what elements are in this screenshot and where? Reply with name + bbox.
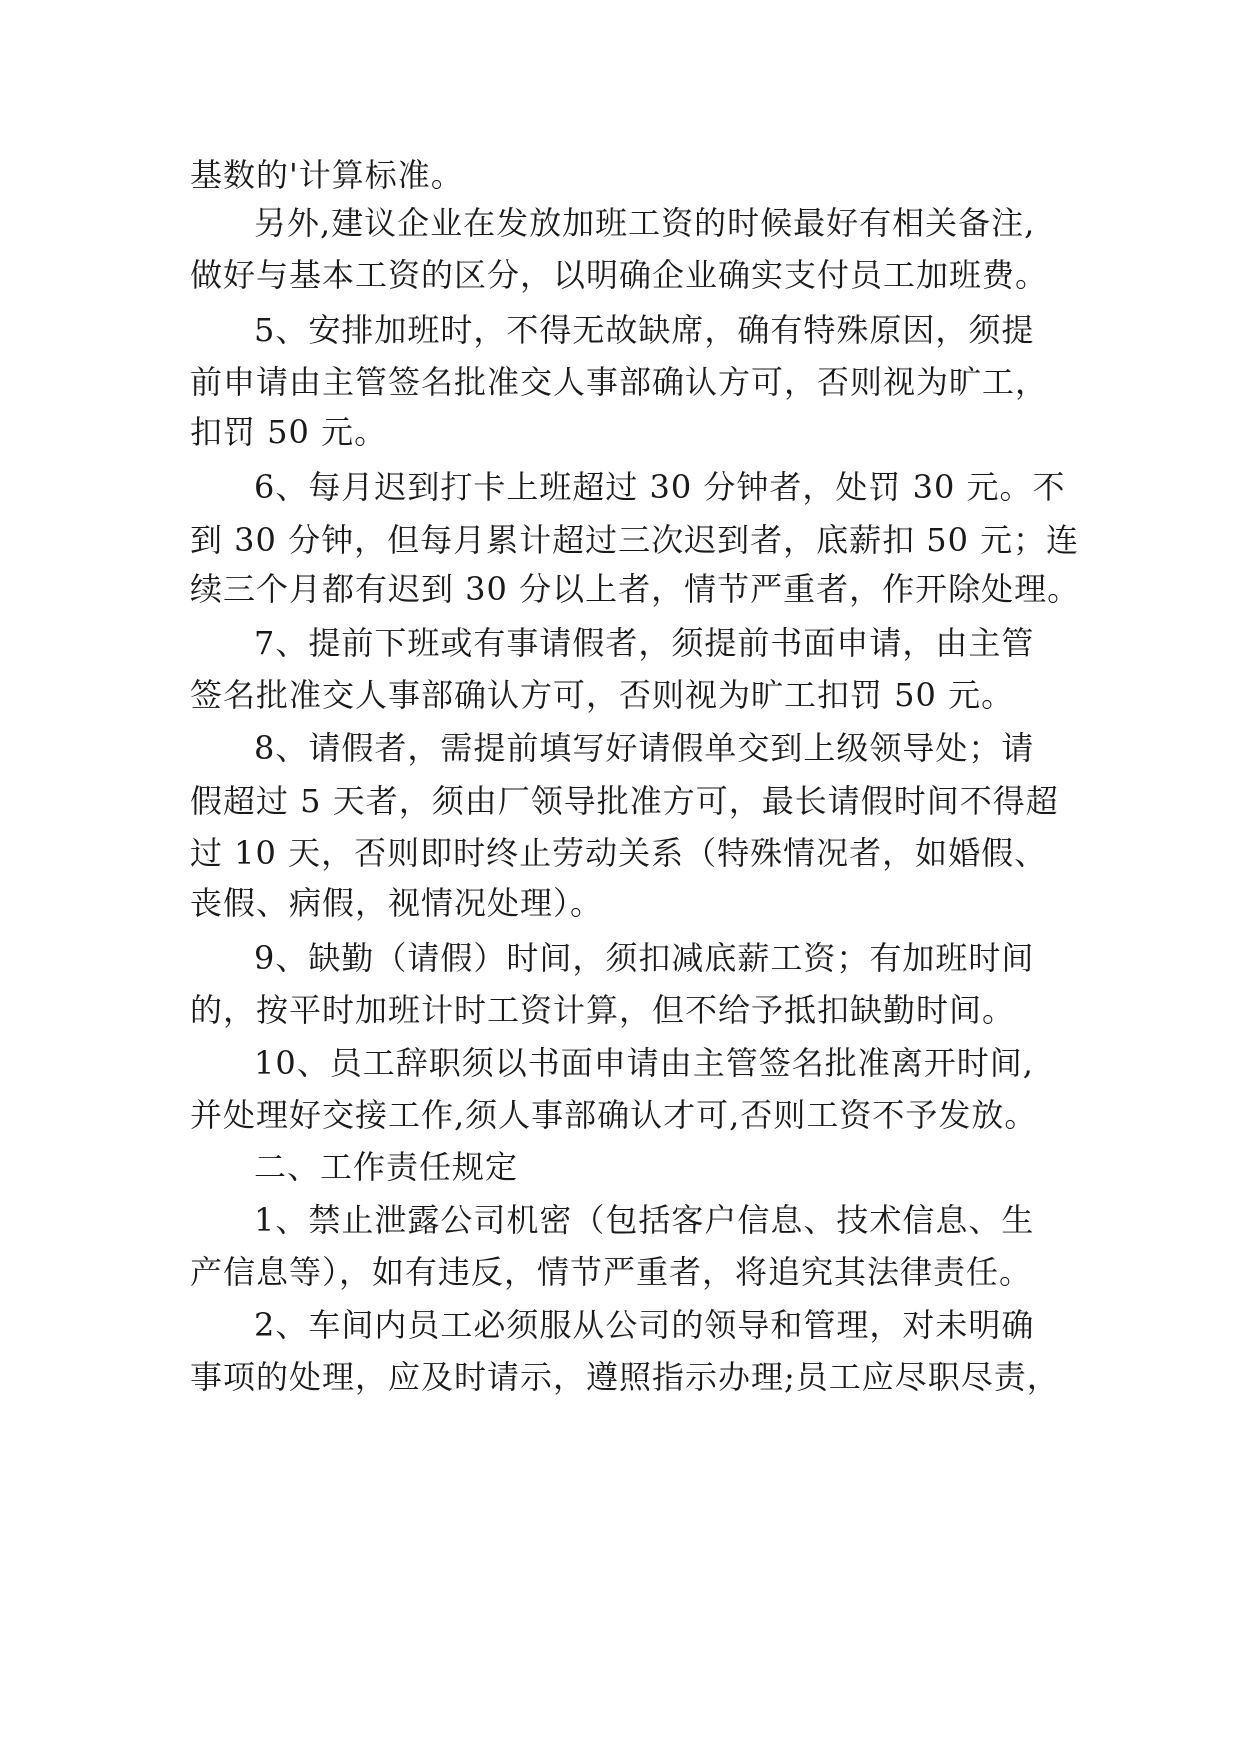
text-line: 另外,建议企业在发放加班工资的时候最好有相关备注,: [254, 204, 1036, 242]
text-line: 产信息等），如有违反，情节严重者，将追究其法律责任。: [190, 1253, 1033, 1291]
text-line: 8、请假者，需提前填写好请假单交到上级领导处；请: [254, 729, 1035, 767]
text-line: 2、车间内员工必须服从公司的领导和管理，对未明确: [254, 1306, 1035, 1344]
text-line: 6、每月迟到打卡上班超过 30 分钟者，处罚 30 元。不: [254, 468, 1066, 506]
text-line: 签名批准交人事部确认方可，否则视为旷工扣罚 50 元。: [190, 676, 1015, 714]
text-line: 基数的'计算标准。: [190, 156, 464, 194]
text-line: 10、员工辞职须以书面申请由主管签名批准离开时间,: [254, 1044, 1034, 1082]
text-line: 事项的处理，应及时请示，遵照指示办理;员工应尽职尽责，: [190, 1358, 1060, 1396]
text-line: 丧假、病假，视情况处理）。: [190, 884, 604, 922]
text-line: 续三个月都有迟到 30 分以上者，情节严重者，作开除处理。: [190, 570, 1081, 608]
text-line: 7、提前下班或有事请假者，须提前书面申请，由主管: [254, 624, 1035, 662]
text-line: 到 30 分钟，但每月累计超过三次迟到者，底薪扣 50 元；连: [190, 521, 1080, 559]
text-line: 扣罚 50 元。: [190, 413, 388, 451]
text-line: 过 10 天，否则即时终止劳动关系（特殊情况者，如婚假、: [190, 834, 1048, 872]
text-line: 1、禁止泄露公司机密（包括客户信息、技术信息、生: [254, 1201, 1035, 1239]
text-line: 前申请由主管签名批准交人事部确认方可，否则视为旷工，: [190, 363, 1049, 401]
text-line: 做好与基本工资的区分，以明确企业确实支付员工加班费。: [190, 256, 1049, 294]
section-heading: 二、工作责任规定: [254, 1148, 519, 1186]
text-line: 9、缺勤（请假）时间，须扣减底薪工资；有加班时间: [254, 939, 1035, 977]
text-line: 并处理好交接工作,须人事部确认才可,否则工资不予发放。: [190, 1096, 1038, 1134]
text-line: 假超过 5 天者，须由厂领导批准方可，最长请假时间不得超: [190, 782, 1059, 820]
text-line: 的，按平时加班计时工资计算，但不给予抵扣缺勤时间。: [190, 991, 1016, 1029]
text-line: 5、安排加班时，不得无故缺席，确有特殊原因，须提: [254, 311, 1035, 349]
